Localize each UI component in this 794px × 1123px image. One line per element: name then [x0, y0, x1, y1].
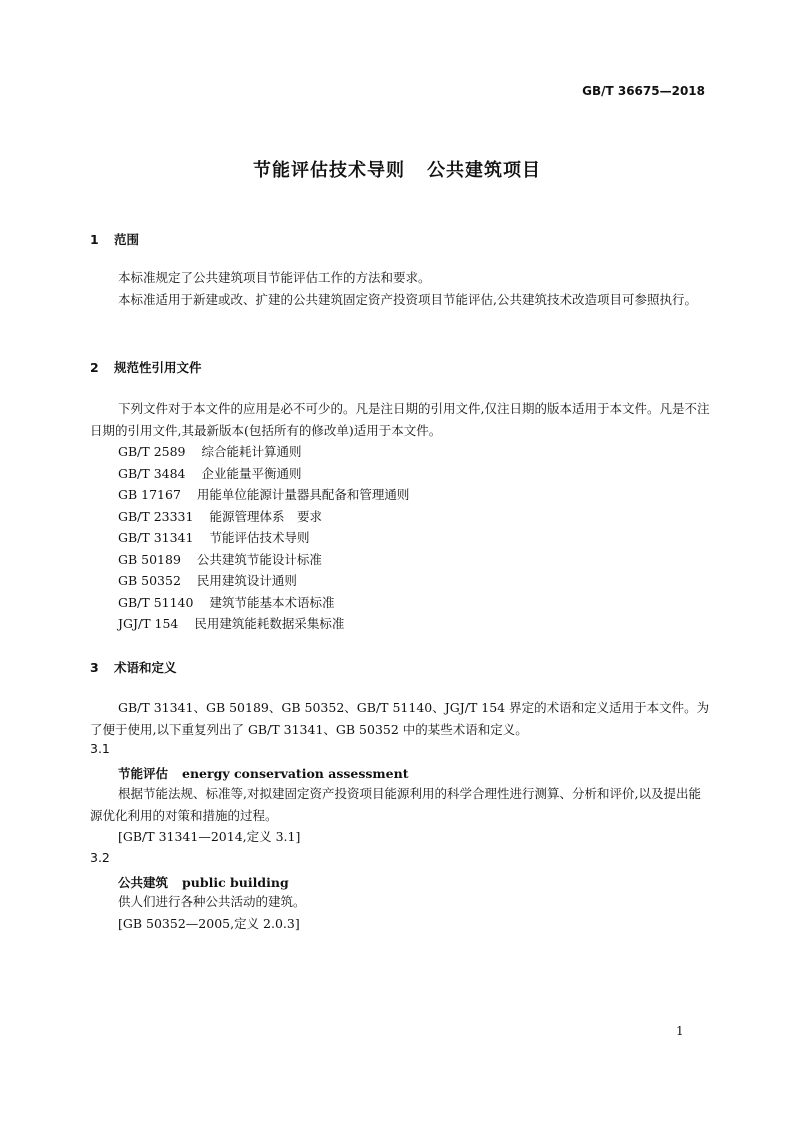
reference-name: 公共建筑节能设计标准: [196, 551, 322, 567]
reference-code: GB/T 3484: [118, 465, 186, 481]
reference-item: [118, 570, 409, 592]
reference-name: 民用建筑能耗数据采集标准: [194, 616, 345, 631]
term-zh: 公共建筑: [118, 875, 169, 890]
term-entry: [118, 764, 408, 782]
reference-code: GB/T 2589: [118, 444, 186, 459]
term-zh: 节能评估: [118, 766, 169, 781]
reference-code: GB/T 23331: [118, 508, 194, 524]
section-title: 术语和定义: [114, 660, 177, 675]
reference-code: JGJ/T 154: [118, 616, 179, 631]
reference-item: [118, 592, 409, 614]
reference-code: GB 50352: [118, 573, 181, 588]
reference-name: 用能单位能源计量器具配备和管理通则: [196, 487, 410, 502]
term-en: energy conservation assessment: [182, 766, 409, 781]
section-2-heading: [90, 358, 202, 376]
reference-name: 建筑节能基本术语标准: [209, 594, 335, 610]
term-definition: 根据节能法规、标准等,对拟建固定资产投资项目能源利用的科学合理性进行测算、分析和评价,以及提出能源优化利用的对策和措施的过程。: [90, 786, 701, 823]
section-3-heading: [90, 658, 177, 676]
page-number: 1: [676, 1024, 684, 1038]
term-definition: 供人们进行各种公共活动的建筑。: [118, 894, 306, 909]
section-title: 范围: [114, 232, 140, 247]
term-source: [GB/T 31341—2014,定义 3.1]: [118, 829, 301, 844]
reference-item: [118, 527, 409, 549]
section-2-intro: 下列文件对于本文件的应用是必不可少的。凡是注日期的引用文件,仅注日期的版本适用于本文件。凡是不注日期的引用文件,其最新版本(包括所有的修改单)适用于本文件。: [90, 401, 710, 438]
reference-code: GB/T 51140: [118, 594, 194, 610]
reference-name: 节能评估技术导则: [209, 530, 310, 545]
document-title: [0, 156, 794, 182]
term-number: 3.1: [90, 741, 110, 756]
term-number: 3.2: [90, 850, 110, 865]
reference-name: 能源管理体系 要求: [209, 508, 322, 524]
section-1-paragraph-1: 本标准规定了公共建筑项目节能评估工作的方法和要求。: [118, 270, 431, 285]
reference-name: 民用建筑设计通则: [196, 573, 297, 588]
reference-code: GB/T 31341: [118, 530, 194, 545]
reference-name: 综合能耗计算通则: [201, 444, 302, 459]
section-3-intro: GB/T 31341、GB 50189、GB 50352、GB/T 51140、JGJ/T 154 界定的术语和定义适用于本文件。为了便于使用,以下重复列出了 GB/T 31341、GB 50352 中的某些术语和定义。: [90, 700, 710, 737]
reference-item: [118, 506, 409, 528]
reference-code: GB 17167: [118, 487, 181, 502]
term-source: [GB 50352—2005,定义 2.0.3]: [118, 916, 300, 931]
standard-code: GB/T 36675—2018: [582, 84, 705, 98]
term-en: public building: [182, 875, 289, 890]
section-1-heading: [90, 230, 139, 248]
reference-code: GB 50189: [118, 551, 181, 567]
reference-item: [118, 463, 409, 485]
section-title: 规范性引用文件: [114, 360, 202, 375]
title-sub: 公共建筑项目: [427, 160, 541, 181]
term-entry: [118, 873, 289, 891]
section-1-paragraph-2: 本标准适用于新建或改、扩建的公共建筑固定资产投资项目节能评估,公共建筑技术改造项目可参照执行。: [118, 292, 697, 307]
reference-item: [118, 484, 409, 506]
reference-name: 企业能量平衡通则: [201, 465, 302, 481]
reference-item: [118, 441, 409, 463]
section-number: 2: [90, 360, 99, 375]
reference-list: [118, 441, 409, 635]
section-number: 3: [90, 660, 99, 675]
section-number: 1: [90, 232, 99, 247]
title-main: 节能评估技术导则: [253, 160, 405, 181]
reference-item: [118, 613, 409, 635]
reference-item: [118, 549, 409, 571]
